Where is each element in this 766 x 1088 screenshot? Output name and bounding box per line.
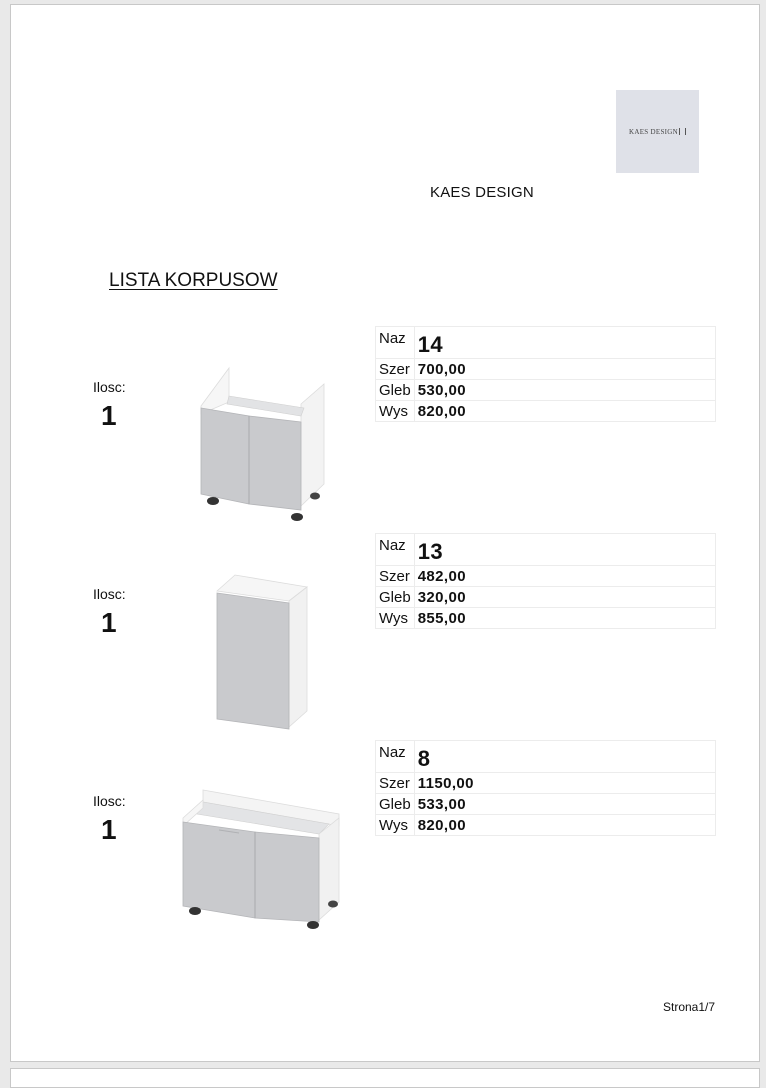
spec-row-width	[376, 566, 716, 587]
page-number: Strona1/7	[663, 1000, 716, 1014]
spec-value: 14	[414, 327, 715, 359]
wide-double-door-sink-cabinet-icon	[179, 784, 345, 930]
quantity-label: Ilosc:	[93, 379, 126, 395]
spec-key: Wys	[376, 401, 415, 422]
spec-table	[375, 326, 716, 422]
spec-key: Gleb	[376, 380, 415, 401]
spec-row-depth	[376, 794, 716, 815]
spec-value: 13	[414, 534, 715, 566]
spec-row-height	[376, 608, 716, 629]
spec-row-height	[376, 401, 716, 422]
spec-key: Naz	[376, 741, 415, 773]
spec-key: Szer	[376, 773, 415, 794]
spec-table	[375, 740, 716, 836]
spec-key: Naz	[376, 327, 415, 359]
cabinet-item-2	[11, 533, 761, 733]
spec-value: 820,00	[414, 815, 715, 836]
quantity-value: 1	[101, 400, 117, 431]
spec-value: 8	[414, 741, 715, 773]
spec-row-name	[376, 741, 716, 773]
spec-value: 700,00	[414, 359, 715, 380]
document-page	[10, 4, 760, 1062]
double-door-sink-cabinet-icon	[191, 366, 331, 522]
spec-value: 533,00	[414, 794, 715, 815]
spec-key: Wys	[376, 815, 415, 836]
spec-row-depth	[376, 380, 716, 401]
single-door-wall-cabinet-icon	[211, 571, 311, 733]
next-page-edge	[10, 1068, 760, 1088]
spec-row-height	[376, 815, 716, 836]
company-logo	[616, 90, 699, 173]
quantity-value: 1	[101, 607, 117, 638]
quantity-label: Ilosc:	[93, 793, 126, 809]
spec-value: 482,00	[414, 566, 715, 587]
logo-mark-icon	[679, 128, 686, 135]
document-title: LISTA KORPUSOW	[109, 270, 278, 291]
spec-key: Naz	[376, 534, 415, 566]
quantity-value: 1	[101, 814, 117, 845]
spec-value: 820,00	[414, 401, 715, 422]
spec-key: Gleb	[376, 587, 415, 608]
spec-value: 320,00	[414, 587, 715, 608]
quantity-label: Ilosc:	[93, 586, 126, 602]
spec-value: 855,00	[414, 608, 715, 629]
spec-row-width	[376, 773, 716, 794]
spec-row-name	[376, 534, 716, 566]
spec-row-name	[376, 327, 716, 359]
cabinet-item-1	[11, 326, 761, 526]
spec-key: Wys	[376, 608, 415, 629]
spec-key: Szer	[376, 566, 415, 587]
spec-key: Gleb	[376, 794, 415, 815]
logo-text: KAES DESIGN	[629, 127, 678, 136]
spec-row-depth	[376, 587, 716, 608]
spec-row-width	[376, 359, 716, 380]
spec-value: 1150,00	[414, 773, 715, 794]
spec-table	[375, 533, 716, 629]
company-name: KAES DESIGN	[430, 184, 534, 201]
spec-value: 530,00	[414, 380, 715, 401]
spec-key: Szer	[376, 359, 415, 380]
cabinet-item-3	[11, 740, 761, 940]
